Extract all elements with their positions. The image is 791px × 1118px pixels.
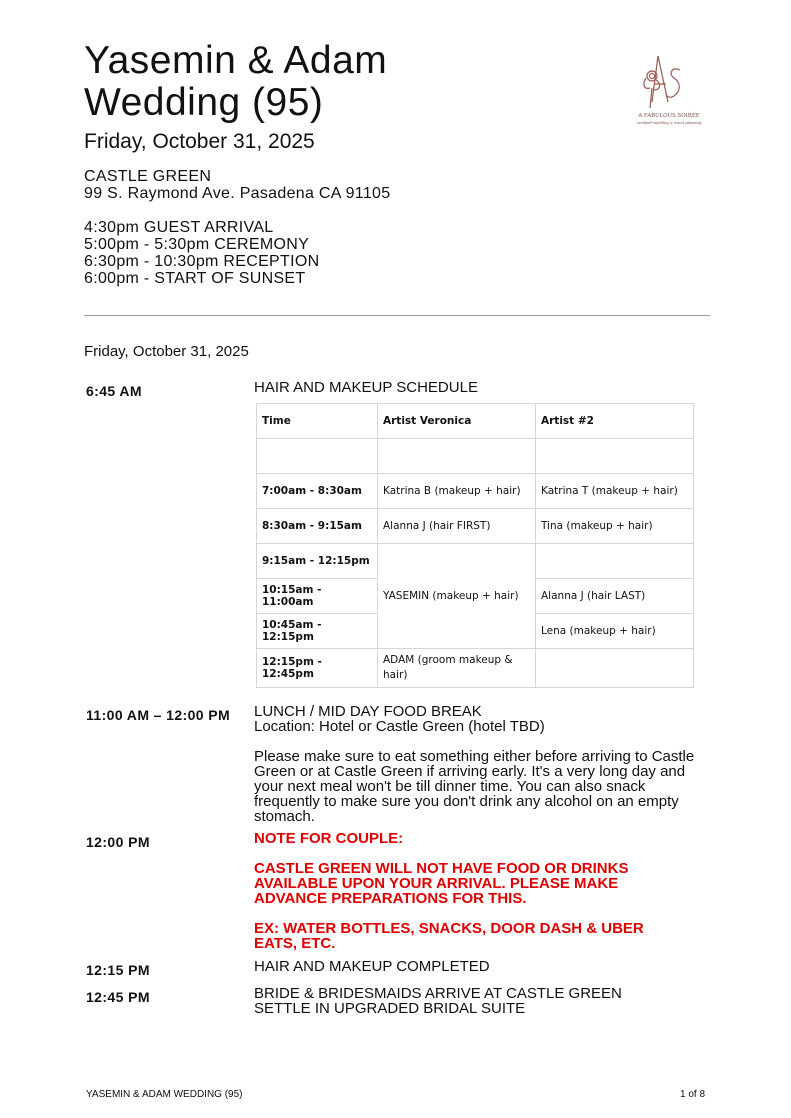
time-cell: 12:15pm - 12:45pm xyxy=(257,649,378,688)
table-row xyxy=(257,439,694,474)
schedule-title: LUNCH / MID DAY FOOD BREAK xyxy=(254,703,482,720)
artist-cell: Tina (makeup + hair) xyxy=(536,509,694,544)
note-text: CASTLE GREEN WILL NOT HAVE FOOD OR DRINKS AVAILABLE UPON YOUR ARRIVAL. PLEASE MAKE ADVANCE PREPARATIONS FOR THIS. xyxy=(254,860,629,907)
section-date: Friday, October 31, 2025 xyxy=(84,343,249,360)
brand-logo xyxy=(628,44,710,128)
time-cell: 8:30am - 9:15am xyxy=(257,509,378,544)
monogram-icon xyxy=(628,44,710,128)
header-cell: Artist #2 xyxy=(536,404,694,439)
footer-title: YASEMIN & ADAM WEDDING (95) xyxy=(86,1089,243,1100)
logo-name: A FABULOUS SOIRÉE xyxy=(638,113,700,119)
venue-address: 99 S. Raymond Ave. Pasadena CA 91105 xyxy=(84,185,391,202)
event-date: Friday, October 31, 2025 xyxy=(84,130,315,153)
document-title: Yasemin & Adam Wedding (95) xyxy=(84,39,388,124)
schedule-time: 6:45 AM xyxy=(86,383,142,399)
venue-name: CASTLE GREEN xyxy=(84,168,212,185)
schedule-time: 12:00 PM xyxy=(86,834,150,850)
artist-cell: Alanna J (hair LAST) xyxy=(536,579,694,614)
artist-cell xyxy=(536,649,694,688)
schedule-time: 12:15 PM xyxy=(86,962,150,978)
schedule-item-lunch xyxy=(254,704,699,824)
time-ceremony: 5:00pm - 5:30pm CEREMONY xyxy=(84,236,310,253)
schedule-location: Location: Hotel or Castle Green (hotel TBD) xyxy=(254,718,545,735)
note-heading: NOTE FOR COUPLE: xyxy=(254,830,404,847)
schedule-subtitle: SETTLE IN UPGRADED BRIDAL SUITE xyxy=(254,1000,526,1017)
time-cell: 10:45am - 12:15pm xyxy=(257,614,378,649)
artist-cell: Alanna J (hair FIRST) xyxy=(378,509,536,544)
artist-cell: YASEMIN (makeup + hair) xyxy=(378,544,536,649)
schedule-time: 11:00 AM – 12:00 PM xyxy=(86,707,231,723)
venue-block xyxy=(84,168,390,202)
table-row xyxy=(257,649,694,688)
time-reception: 6:30pm - 10:30pm RECEPTION xyxy=(84,253,320,270)
artist-cell: Katrina B (makeup + hair) xyxy=(378,474,536,509)
artist-cell: Katrina T (makeup + hair) xyxy=(536,474,694,509)
artist-cell: Lena (makeup + hair) xyxy=(536,614,694,649)
logo-tagline: certified wedding & event planning xyxy=(636,121,702,125)
artist-cell xyxy=(536,544,694,579)
table-row xyxy=(257,544,694,579)
table-header-row xyxy=(257,404,694,439)
note-example: EX: WATER BOTTLES, SNACKS, DOOR DASH & UBER EATS, ETC. xyxy=(254,920,644,952)
time-cell: 10:15am - 11:00am xyxy=(257,579,378,614)
time-sunset: 6:00pm - START OF SUNSET xyxy=(84,270,306,287)
table-row xyxy=(257,474,694,509)
time-cell: 9:15am - 12:15pm xyxy=(257,544,378,579)
schedule-item-arrival xyxy=(254,986,704,1016)
schedule-item-hair-complete xyxy=(254,959,704,974)
artist-cell: ADAM (groom makeup & hair) xyxy=(378,649,536,688)
schedule-note: Please make sure to eat something either before arriving to Castle Green or at Castle Green if arriving early. It's a very long day and your next meal won't be till dinner time. You can also snack frequently to make sure you don't drink any alcohol on an empty stomach. xyxy=(254,748,695,825)
schedule-item-couple-note xyxy=(254,831,679,951)
header-cell: Artist Veronica xyxy=(378,404,536,439)
schedule-title: BRIDE & BRIDESMAIDS ARRIVE AT CASTLE GREEN xyxy=(254,985,622,1002)
page-number: 1 of 8 xyxy=(680,1089,706,1100)
table-row xyxy=(257,509,694,544)
hair-makeup-table xyxy=(256,403,694,688)
time-guest-arrival: 4:30pm GUEST ARRIVAL xyxy=(84,219,274,236)
divider xyxy=(84,315,710,316)
header-cell: Time xyxy=(257,404,378,439)
schedule-title: HAIR AND MAKEUP COMPLETED xyxy=(254,958,490,975)
time-cell: 7:00am - 8:30am xyxy=(257,474,378,509)
schedule-item-hair-makeup xyxy=(254,380,704,395)
schedule-time: 12:45 PM xyxy=(86,989,150,1005)
event-times xyxy=(84,219,319,287)
schedule-title: HAIR AND MAKEUP SCHEDULE xyxy=(254,379,478,396)
